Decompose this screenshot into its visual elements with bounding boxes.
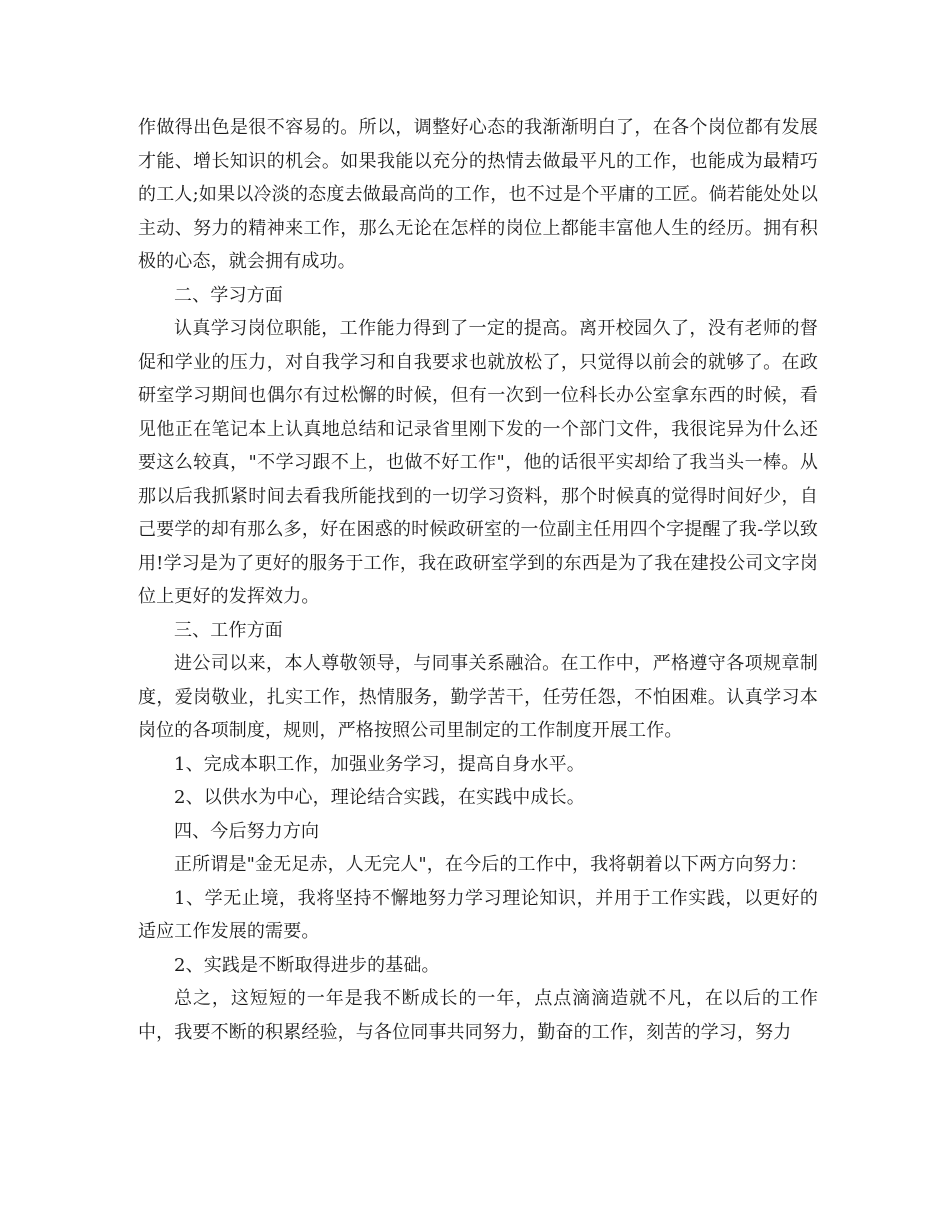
document-page	[138, 111, 818, 1049]
work-item-1: 1、完成本职工作，加强业务学习，提高自身水平。	[174, 753, 585, 775]
future-item-1: 1、学无止境，我将坚持不懈地努力学习理论知识，并用于工作实践，以更好的适应工作发展的需要。	[138, 887, 818, 942]
heading-work: 三、工作方面	[174, 619, 283, 641]
paragraph-future-intro: 正所谓是"金无足赤，人无完人"，在今后的工作中，我将朝着以下两方向努力：	[174, 854, 808, 875]
paragraph-study: 认真学习岗位职能，工作能力得到了一定的提高。离开校园久了，没有老师的督促和学业的压力，对自我学习和自我要求也就放松了，只觉得以前会的就够了。在政研室学习期间也偶尔有过松懈的时候，但有一次到一位科长办公室拿东西的时候，看见他正在笔记本上认真地总结和记录省里刚下发的一个部门文件，我很诧异为什么还要这么较真，"不学习跟不上，也做不好工作"，他的话很平实却给了我当头一棒。从那以后我抓紧时间去看我所能找到的一切学习资料，那个时候真的觉得时间好少，自己要学的却有那么多，好在困惑的时候政研室的一位副主任用四个字提醒了我-学以致用!学习是为了更好的服务于工作，我在政研室学到的东西是为了我在建投公司文字岗位上更好的发挥效力。	[138, 318, 818, 607]
heading-study: 二、学习方面	[174, 284, 283, 306]
paragraph-attitude-continued: 作做得出色是很不容易的。所以，调整好心态的我渐渐明白了，在各个岗位都有发展才能、增长知识的机会。如果我能以充分的热情去做最平凡的工作，也能成为最精巧的工人;如果以冷淡的态度去做最高尚的工作，也不过是个平庸的工匠。倘若能处处以主动、努力的精神来工作，那么无论在怎样的岗位上都能丰富他人生的经历。拥有积极的心态，就会拥有成功。	[138, 117, 818, 272]
paragraph-work: 进公司以来，本人尊敬领导，与同事关系融洽。在工作中，严格遵守各项规章制度，爱岗敬业，扎实工作，热情服务，勤学苦干，任劳任怨，不怕困难。认真学习本岗位的各项制度，规则，严格按照公司里制定的工作制度开展工作。	[138, 653, 818, 741]
heading-future-direction: 四、今后努力方向	[174, 820, 320, 842]
future-item-2: 2、实践是不断取得进步的基础。	[174, 954, 440, 976]
paragraph-conclusion: 总之，这短短的一年是我不断成长的一年，点点滴滴造就不凡，在以后的工作中，我要不断的积累经验，与各位同事共同努力，勤奋的工作，刻苦的学习，努力	[138, 988, 818, 1043]
work-item-2: 2、以供水为中心，理论结合实践，在实践中成长。	[174, 787, 585, 808]
